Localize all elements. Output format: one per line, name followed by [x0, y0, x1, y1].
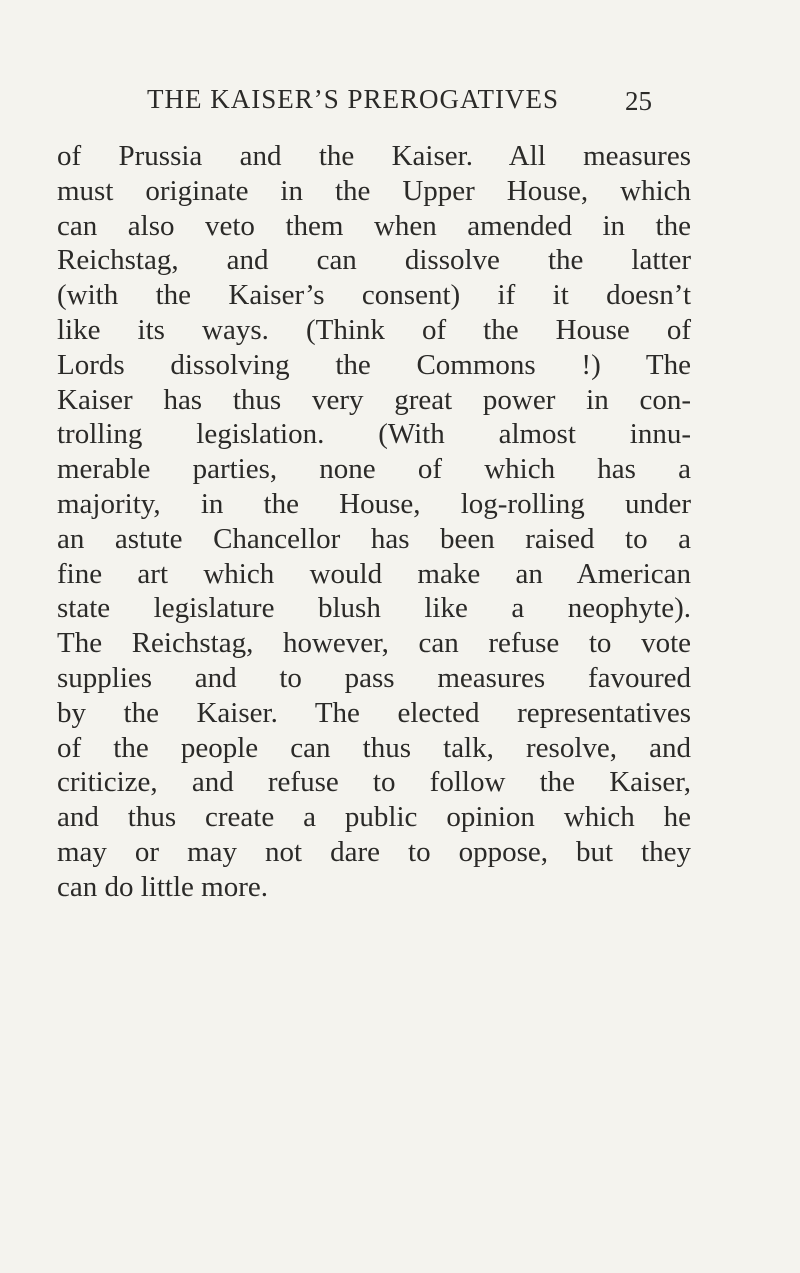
text-line: Kaiser has thus very great power in con-: [57, 383, 691, 416]
running-head: THE KAISER’S PREROGATIVES: [147, 84, 560, 114]
text-line: fine art which would make an American: [57, 557, 691, 590]
text-line: must originate in the Upper House, which: [57, 174, 691, 207]
text-line: can do little more.: [57, 870, 268, 903]
text-line: majority, in the House, log-rolling under: [57, 487, 691, 520]
text-line: Reichstag, and can dissolve the latter: [57, 244, 691, 277]
text-line: of the people can thus talk, resolve, and: [57, 731, 691, 764]
body-text: [57, 139, 691, 905]
text-line: by the Kaiser. The elected representatives: [57, 696, 691, 729]
text-line: an astute Chancellor has been raised to a: [57, 522, 691, 555]
text-line: may or may not dare to oppose, but they: [57, 835, 691, 868]
text-line: trolling legislation. (With almost innu-: [57, 418, 691, 451]
text-line: like its ways. (Think of the House of: [57, 313, 691, 346]
text-line: of Prussia and the Kaiser. All measures: [57, 140, 691, 172]
text-line: Lords dissolving the Commons !) The: [57, 348, 691, 381]
text-line: supplies and to pass measures favoured: [57, 661, 691, 694]
text-line: criticize, and refuse to follow the Kaiser,: [57, 766, 691, 799]
text-line: and thus create a public opinion which he: [57, 801, 691, 834]
page-number: 25: [625, 86, 652, 116]
text-line: (with the Kaiser’s consent) if it doesn’t: [57, 279, 691, 312]
text-line: can also veto them when amended in the: [57, 209, 691, 242]
text-line: merable parties, none of which has a: [57, 453, 691, 486]
text-line: state legislature blush like a neophyte).: [57, 592, 691, 625]
text-line: The Reichstag, however, can refuse to vote: [57, 627, 691, 660]
